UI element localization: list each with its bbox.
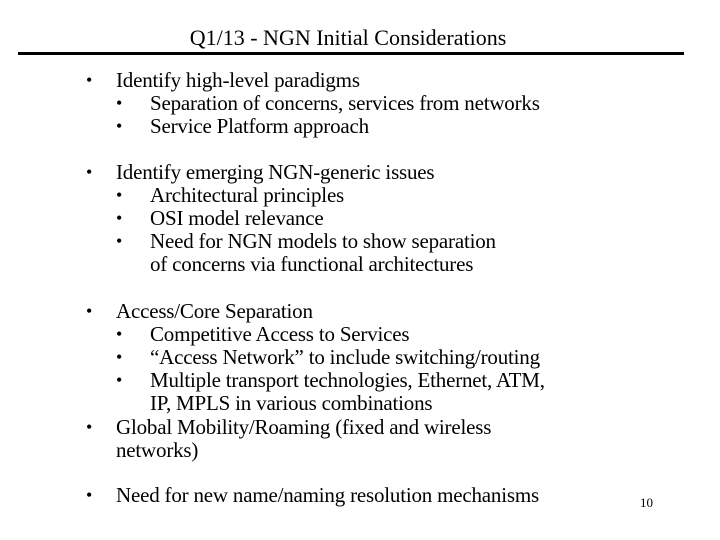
sub-bullet-continuation: of concerns via functional architectures xyxy=(150,252,474,276)
bullet-icon: • xyxy=(86,417,93,437)
bullet-item: Identify emerging NGN-generic issues xyxy=(116,160,435,184)
sub-bullet-item: Need for NGN models to show separation xyxy=(150,229,496,253)
slide-title: Q1/13 - NGN Initial Considerations xyxy=(189,25,507,50)
bullet-icon: • xyxy=(116,185,123,205)
bullet-icon: • xyxy=(116,93,123,113)
bullet-icon: • xyxy=(116,231,123,251)
title-divider xyxy=(18,52,684,55)
sub-bullet-item: OSI model relevance xyxy=(150,206,324,230)
bullet-item: Identify high-level paradigms xyxy=(116,68,360,92)
sub-bullet-item: Architectural principles xyxy=(150,183,345,207)
page-number: 10 xyxy=(640,495,653,510)
bullet-icon: • xyxy=(116,208,123,228)
bullet-icon: • xyxy=(86,70,93,90)
sub-bullet-item: Competitive Access to Services xyxy=(150,322,410,346)
sub-bullet-item: Multiple transport technologies, Ethernet, ATM, xyxy=(150,368,545,392)
bullet-item: Global Mobility/Roaming (fixed and wireless xyxy=(116,415,492,439)
bullet-icon: • xyxy=(116,370,123,390)
bullet-item: Need for new name/naming resolution mechanisms xyxy=(116,483,539,507)
bullet-icon: • xyxy=(86,162,93,182)
bullet-item: Access/Core Separation xyxy=(116,299,313,323)
bullet-icon: • xyxy=(86,301,93,321)
bullet-icon: • xyxy=(116,347,123,367)
bullet-icon: • xyxy=(116,116,123,136)
bullet-icon: • xyxy=(116,324,123,344)
sub-bullet-item: Service Platform approach xyxy=(150,114,369,138)
sub-bullet-continuation: IP, MPLS in various combinations xyxy=(150,391,433,415)
sub-bullet-item: Separation of concerns, services from networks xyxy=(150,91,540,115)
bullet-icon: • xyxy=(86,485,93,505)
sub-bullet-item: “Access Network” to include switching/routing xyxy=(150,345,540,369)
bullet-continuation: networks) xyxy=(116,438,199,462)
